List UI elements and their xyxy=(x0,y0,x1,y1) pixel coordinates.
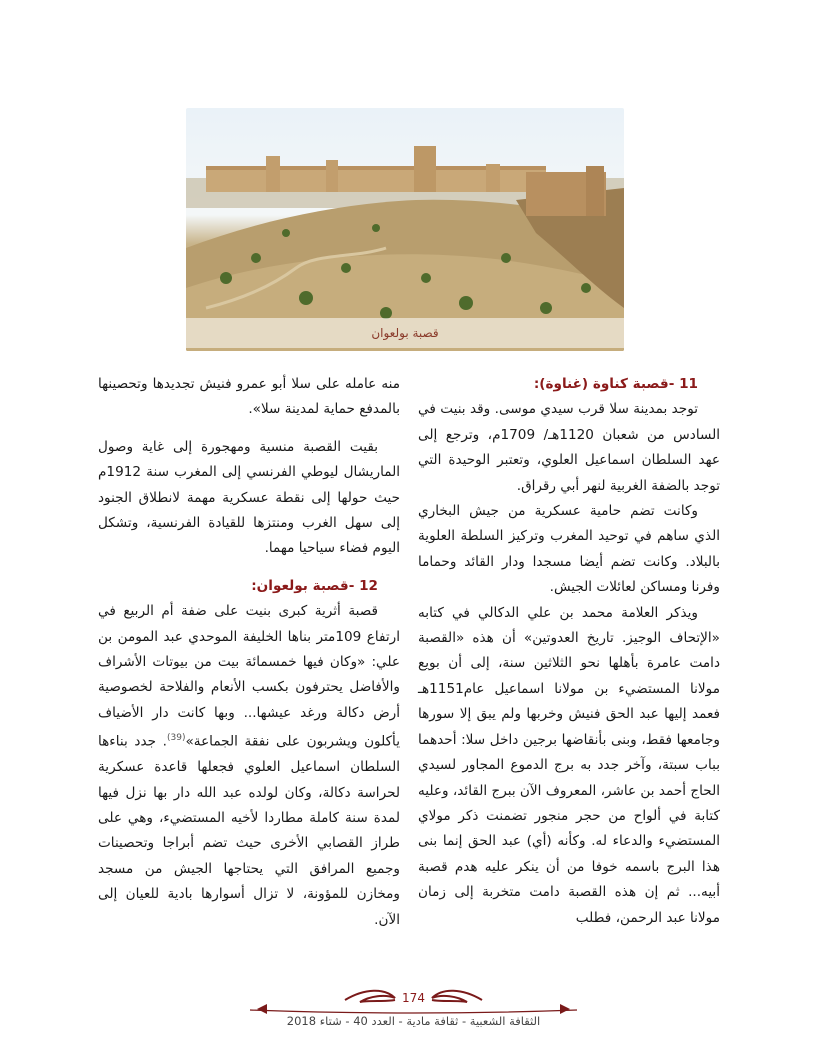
kasbah-photo xyxy=(186,108,624,351)
paragraph: بقيت القصبة منسية ومهجورة إلى غاية وصول الماريشال ليوطي الفرنسي إلى المغرب سنة 1912م حيث حولها إلى نقطة عسكرية مهمة لانطلاق الجنود إلى سهل الغرب ومنتزها للقيادة الفرنسية، وتشكل اليوم فضاء سياحيا مهما. xyxy=(98,438,400,557)
photo-caption: قصبة بولعوان xyxy=(186,318,624,348)
page-footer xyxy=(0,986,827,1046)
paragraph xyxy=(98,599,400,933)
paragraph: ويذكر العلامة محمد بن علي الدكالي في كتابه «الإتحاف الوجيز. تاريخ العدوتين» أن هذه «القصبة دامت عامرة بأهلها نحو الثلاثين سنة، إلى أن بويع مولانا المستضيء بن مولانا اسماعيل عام1151هـ فعمد إليها عبد الحق فنيش وخربها ولم يبق إلا سورها وجامعها فقط، وبنى بأنقاضها برجين داخل سلا: أحدهما بباب سبتة، وآخر جدد به برج الدموع المجاور لسيدي الحاج أحمد بن عاشر، المعروف الآن ببرج القائد، وعليه كتابة في ألواح من حجر منجور تضمنت ذكر مولاي المستضيء والدعاء له. وكأنه (أي) عبد الحق إنما بنى هذا البرج باسمه خوفا من أن ينكر عليه هدم قصبة أبيه... ثم إن هذه القصبة دامت متخربة إلى زمان مولانا عبد الرحمن، فطلب xyxy=(418,604,720,926)
footer-citation: الثقافة الشعبية - ثقافة مادية - العدد 40 - شتاء 2018 xyxy=(286,1014,541,1028)
footnote-reference[interactable]: (39) xyxy=(166,733,186,744)
paragraph-text: . جدد بناءها السلطان اسماعيل العلوي فجعلها قاعدة عسكرية لحراسة دكالة، وكان لولده عبد الله دار بها نزل فيها لمدة سنة كاملة مطاردا لأخيه المستضيء، وهي على طراز القصابي الأخرى حيث تضم أبراجا وتحصينات وجميع المرافق التي يحتاجها الجيش من مسجد ومخازن للمؤونة، لا تزال أسوارها بادية للعيان إلى الآن. xyxy=(98,733,400,928)
paragraph: توجد بمدينة سلا قرب سيدي موسى. وقد بنيت في السادس من شعبان 1120هـ/ 1709م، وترجع إلى عهد السلطان اسماعيل العلوي، وتعتبر الوحيدة التي توجد بالضفة الغربية لنهر أبي رقراق. xyxy=(418,401,721,494)
left-column xyxy=(98,372,400,933)
section-heading-12: 12 -قصبة بولعوان: xyxy=(251,577,378,594)
page-number: 174 xyxy=(402,991,425,1005)
paragraph: وكانت تضم حامية عسكرية من جيش البخاري الذي ساهم في توحيد المغرب وتركيز السلطة العلوية بالبلاد. وكانت تضم أيضا مسجدا ودار القائد وحماما وفرنا ومساكن لعائلات الجيش. xyxy=(418,503,720,596)
section-heading-11: 11 -قصبة كناوة (غناوة): xyxy=(533,376,698,392)
right-column xyxy=(418,372,720,931)
paragraph-text: قصبة أثرية كبرى بنيت على ضفة أم الربيع في ارتفاع 109متر بناها الخليفة الموحدي عبد المومن بن علي: «وكان فيها خمسمائة بيت من بيوتات الأشراف والأفاضل يحترفون بكسب الأنعام والفلاحة لخصوصية أرض دكالة ورغد عيشها... وبها كانت دار الأضياف يأكلون ويشربون على نفقة الجماعة» xyxy=(98,603,400,750)
paragraph: منه عامله على سلا أبو عمرو فنيش تجديدها وتحصينها بالمدفع حماية لمدينة سلا». xyxy=(98,376,400,418)
kasbah-illustration xyxy=(186,108,624,351)
